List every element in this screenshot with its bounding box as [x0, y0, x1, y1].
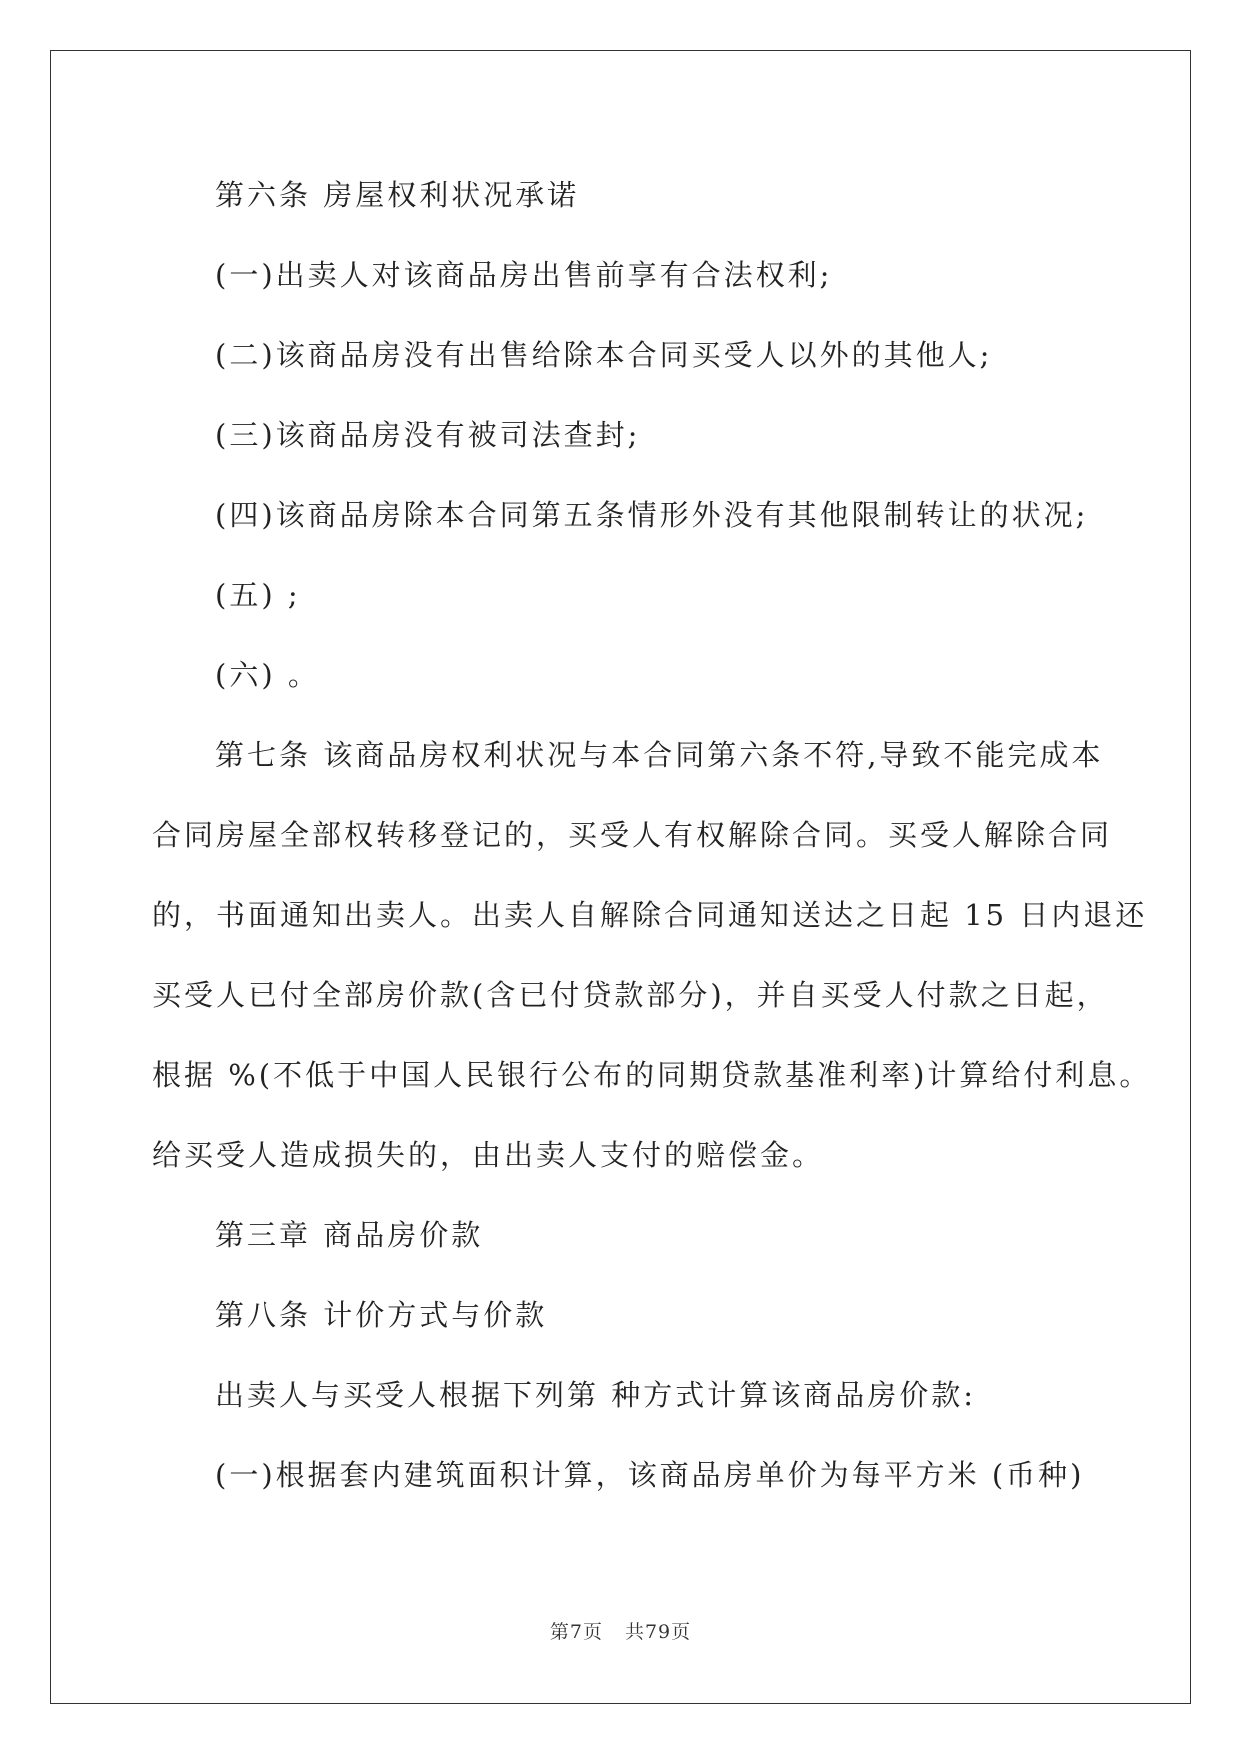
total-pages-label: 共79页 — [624, 1621, 692, 1643]
clause-line: (一)出卖人对该商品房出售前享有合法权利; — [215, 258, 833, 292]
clause-line: 出卖人与买受人根据下列第 种方式计算该商品房价款: — [215, 1378, 976, 1412]
clause-line: (三)该商品房没有被司法查封; — [215, 418, 641, 452]
document-body — [152, 155, 1152, 1515]
article-7-line: 根据 %(不低于中国人民银行公布的同期贷款基准利率)计算给付利息。 — [152, 1058, 1152, 1092]
clause-line: (一)根据套内建筑面积计算，该商品房单价为每平方米 (币种) — [215, 1458, 1085, 1492]
article-7-line: 合同房屋全部权转移登记的，买受人有权解除合同。买受人解除合同 — [152, 818, 1113, 852]
page-footer — [0, 1617, 1241, 1644]
current-page-label: 第7页 — [549, 1621, 603, 1643]
article-7-line: 的，书面通知出卖人。出卖人自解除合同通知送达之日起 15 日内退还 — [152, 898, 1148, 932]
article-6-heading: 第六条 房屋权利状况承诺 — [215, 178, 580, 212]
article-7-line: 买受人已付全部房价款(含已付贷款部分)，并自买受人付款之日起， — [152, 978, 1109, 1012]
clause-line: (四)该商品房除本合同第五条情形外没有其他限制转让的状况; — [215, 498, 1089, 532]
chapter-3-heading: 第三章 商品房价款 — [215, 1218, 484, 1252]
clause-line: (二)该商品房没有出售给除本合同买受人以外的其他人; — [215, 338, 993, 372]
clause-line: (五) ; — [215, 578, 301, 612]
article-8-heading: 第八条 计价方式与价款 — [215, 1298, 548, 1332]
article-7-line: 第七条 该商品房权利状况与本合同第六条不符,导致不能完成本 — [215, 738, 1104, 772]
article-7-line: 给买受人造成损失的，由出卖人支付的赔偿金。 — [152, 1138, 825, 1172]
clause-line: (六) 。 — [215, 658, 320, 692]
